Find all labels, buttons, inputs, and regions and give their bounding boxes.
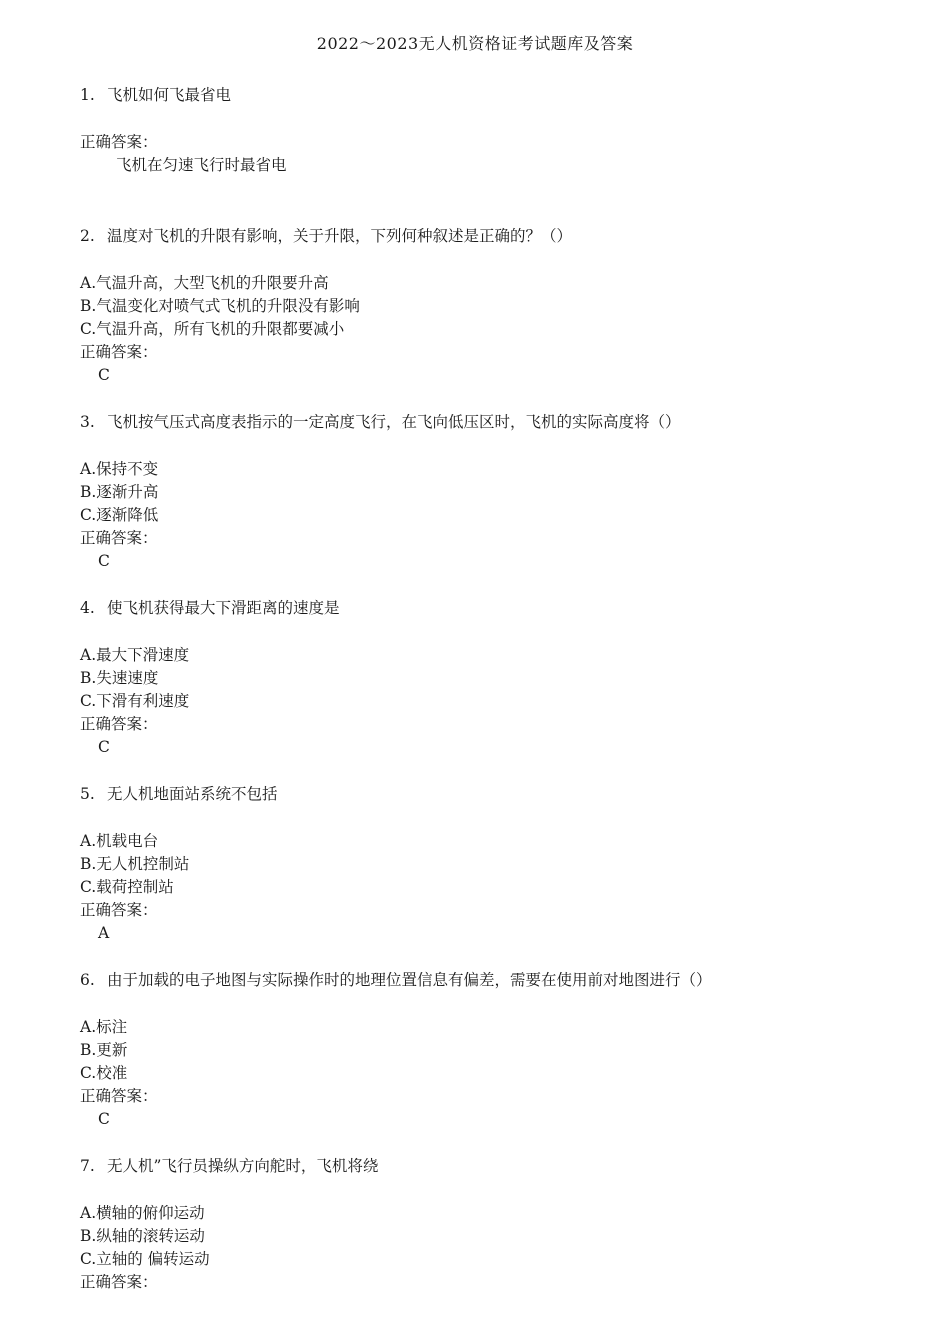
question-text: 由于加载的电子地图与实际操作时的地理位置信息有偏差，需要在使用前对地图进行（） (107, 971, 712, 989)
question-stem (80, 783, 900, 806)
question-text: 飞机按气压式高度表指示的一定高度飞行，在飞向低压区时，飞机的实际高度将（） (107, 413, 681, 431)
question-item (80, 411, 900, 573)
question-stem (80, 597, 900, 620)
answer-label: 正确答案： (80, 133, 158, 151)
option-c: C.载荷控制站 (80, 878, 174, 896)
option-a: A.保持不变 (80, 460, 159, 478)
question-item (80, 783, 900, 945)
question-item (80, 1155, 900, 1294)
question-stem (80, 1155, 900, 1178)
answer-value: A (98, 924, 110, 942)
option-a: A.气温升高，大型飞机的升限要升高 (80, 274, 329, 292)
question-text: 飞机如何飞最省电 (107, 86, 232, 104)
option-c: C.立轴的 偏转运动 (80, 1250, 210, 1268)
answer-label: 正确答案： (80, 1273, 158, 1291)
option-b: B.逐渐升高 (80, 483, 159, 501)
answer-label: 正确答案： (80, 343, 158, 361)
answer-label: 正确答案： (80, 529, 158, 547)
answer-value: 飞机在匀速飞行时最省电 (116, 156, 287, 174)
question-text: 使飞机获得最大下滑距离的速度是 (107, 599, 340, 617)
answer-value: C (98, 1110, 110, 1128)
question-text: 无人机地面站系统不包括 (107, 785, 278, 803)
option-b: B.纵轴的滚转运动 (80, 1227, 205, 1245)
answer-value: C (98, 738, 110, 756)
question-item (80, 969, 900, 1131)
option-b: B.气温变化对喷气式飞机的升限没有影响 (80, 297, 360, 315)
option-b: B.更新 (80, 1041, 128, 1059)
question-stem (80, 411, 900, 434)
question-number: 1. (80, 86, 95, 104)
document-title: 2022～2023无人机资格证考试题库及答案 (316, 34, 634, 53)
option-b: B.失速速度 (80, 669, 159, 687)
question-stem (80, 225, 900, 248)
question-number: 7. (80, 1157, 95, 1175)
question-stem (80, 84, 900, 107)
option-a: A.最大下滑速度 (80, 646, 190, 664)
question-list (80, 84, 900, 1294)
option-a: A.机载电台 (80, 832, 159, 850)
option-c: C.气温升高，所有飞机的升限都要减小 (80, 320, 345, 338)
question-item (80, 84, 900, 177)
question-text: 温度对飞机的升限有影响，关于升限，下列何种叙述是正确的？（） (107, 227, 573, 245)
option-a: A.标注 (80, 1018, 128, 1036)
option-b: B.无人机控制站 (80, 855, 190, 873)
question-number: 2. (80, 227, 95, 245)
answer-label: 正确答案： (80, 901, 158, 919)
question-number: 6. (80, 971, 95, 989)
question-item (80, 597, 900, 759)
question-number: 5. (80, 785, 95, 803)
question-stem (80, 969, 900, 992)
question-number: 3. (80, 413, 95, 431)
answer-label: 正确答案： (80, 1087, 158, 1105)
question-item (80, 225, 900, 387)
answer-value: C (98, 552, 110, 570)
option-c: C.逐渐降低 (80, 506, 159, 524)
option-c: C.校准 (80, 1064, 128, 1082)
option-a: A.横轴的俯仰运动 (80, 1204, 205, 1222)
question-number: 4. (80, 599, 95, 617)
option-c: C.下滑有利速度 (80, 692, 190, 710)
answer-value: C (98, 366, 110, 384)
answer-label: 正确答案： (80, 715, 158, 733)
question-text: 无人机”飞行员操纵方向舵时，飞机将绕 (107, 1157, 379, 1175)
